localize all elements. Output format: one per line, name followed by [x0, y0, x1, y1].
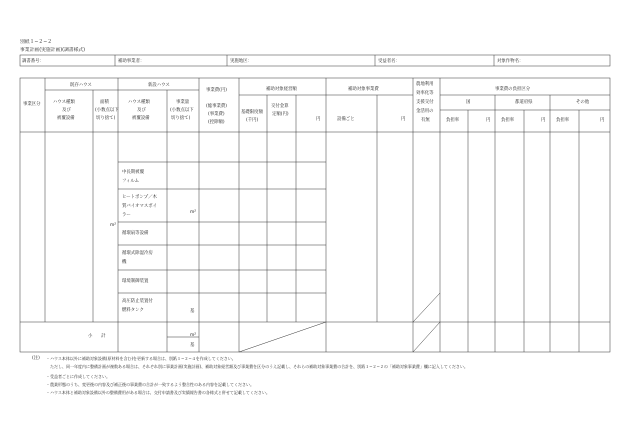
- note-2: ただし、同一年度内に整備計画が複数ある場合は、それぞれ別に事業計画(実施計画)、補助対象経営額及び事業費を区分のうえ記載し、それらの補助対象事業費の合計を、別紙１−２−２の「補助対象事業費」欄に記入してください。: [46, 364, 468, 369]
- notes-label: (注): [32, 356, 40, 361]
- existing-house-name-2: 及び: [62, 108, 71, 113]
- rate-other: 負担率: [556, 118, 570, 123]
- cost-detail-2: (事業費): [208, 112, 225, 117]
- rationalization-2: 効率化等: [416, 91, 434, 96]
- equip-heatpump-2: 質バイオマスボイ: [122, 204, 157, 209]
- equip-fuel-tank-2: 燃料タンク: [122, 308, 144, 313]
- new-house-name-1: ハウス種類: [128, 100, 150, 105]
- note-1: ・ハウス本体以外に補助対象設備(原材料を含む)を更新する場合は、別紙１−２−４を作成してください。: [46, 356, 236, 361]
- equip-fuel-tank-1: 高圧防止装置付: [122, 299, 153, 304]
- cost-detail-3: (控除額): [208, 120, 225, 125]
- subtotal-label: 小 計: [88, 334, 106, 339]
- work-qty-2: (小数点以下: [170, 108, 194, 113]
- col-subsidy-cost: 補助対象事業費: [348, 87, 379, 92]
- work-qty-1: 事業量: [176, 100, 190, 105]
- rationalization-4: 金活用の: [416, 109, 434, 114]
- base-limit-2: (千円): [246, 118, 259, 123]
- yen-prefecture: 円: [541, 118, 546, 123]
- col-cost: 事業費(円): [206, 88, 227, 93]
- col-other: その他: [576, 100, 590, 105]
- area-label: 実施地区：: [230, 59, 252, 64]
- fuel-lease-2: 定額(円): [272, 112, 289, 117]
- equip-dehumidifier-2: 機: [122, 260, 127, 265]
- col-burden: 事業費の負担区分: [495, 87, 531, 92]
- form-number: 別紙１−２−２: [20, 40, 53, 45]
- note-3: ・受益者ごとに作成してください。: [46, 374, 110, 379]
- rate-prefecture: 負担率: [501, 118, 515, 123]
- existing-area-2: (小数点以下: [95, 108, 119, 113]
- note-5: ・ハウス本体と補助対象設備以外の整備費用がある場合は、交付申請書及び実績報告書の各様式と併せて記載してください。: [46, 390, 270, 395]
- col-country: 国: [466, 100, 471, 105]
- col-prefecture: 都道府県: [515, 100, 533, 105]
- work-qty-3: 切り捨て): [171, 116, 191, 121]
- new-house-name-3: 被覆設備: [132, 116, 150, 121]
- rate-country: 負担率: [446, 118, 460, 123]
- unit-m2-new: m²: [190, 210, 197, 215]
- existing-house-name-1: ハウス種類: [53, 100, 75, 105]
- crop-label: 対象作物名：: [497, 59, 524, 64]
- yen-label-cost: 円: [401, 117, 406, 122]
- rationalization-1: 農地利用: [416, 82, 434, 87]
- unit-ki-tank: 基: [190, 309, 195, 314]
- col-new-house: 新設ハウス: [148, 83, 170, 88]
- survey-number-label: 調書番号：: [22, 59, 44, 64]
- yen-country: 円: [486, 118, 491, 123]
- subtotal-unit-m2: m²: [190, 333, 197, 338]
- rationalization-5: 有無: [421, 118, 430, 123]
- subtotal-unit-ki: 基: [190, 343, 195, 348]
- existing-area-1: 面積: [100, 100, 109, 105]
- base-limit-1: 基礎限度額: [241, 110, 263, 115]
- col-subsidy-target: 補助対象経営額: [266, 87, 297, 92]
- equip-heatpump-1: ヒートポンプ／木: [122, 195, 157, 200]
- document-title: 事業計画(実施計画)(調書様式): [20, 48, 86, 53]
- equip-fan: 循環扇等設備: [122, 231, 149, 236]
- equip-heatpump-3: ラー: [122, 213, 131, 218]
- unit-m2-existing: m²: [110, 223, 117, 228]
- existing-house-name-3: 被覆設備: [57, 116, 75, 121]
- cost-detail-1: (総事業費): [206, 104, 227, 109]
- yen-other: 円: [600, 118, 605, 123]
- fuel-lease-1: 交付金算: [271, 104, 289, 109]
- new-house-name-2: 及び: [137, 108, 146, 113]
- equip-env-control: 環境制御装置: [122, 279, 149, 284]
- col-existing-house: 既存ハウス: [70, 83, 92, 88]
- recipient-label: 受益者名：: [378, 59, 400, 64]
- per-equipment: 設備ごと: [337, 117, 355, 122]
- existing-area-3: 切り捨て): [96, 116, 116, 121]
- rationalization-3: 支援交付: [416, 100, 434, 105]
- yen-label-target: 円: [316, 117, 321, 122]
- note-4: ・農業形態のうち、変更後の内容及び補正後の事業費の合計が一致するよう整合性のある内容を記載してください。: [46, 382, 254, 387]
- equip-film-1: 中長期被覆: [122, 170, 144, 175]
- grantee-label: 補助事業者：: [118, 59, 145, 64]
- equip-dehumidifier-1: 循環式除湿冷房: [122, 251, 153, 256]
- col-category: 事業区分: [23, 102, 41, 107]
- equip-film-2: フィルム: [122, 179, 140, 184]
